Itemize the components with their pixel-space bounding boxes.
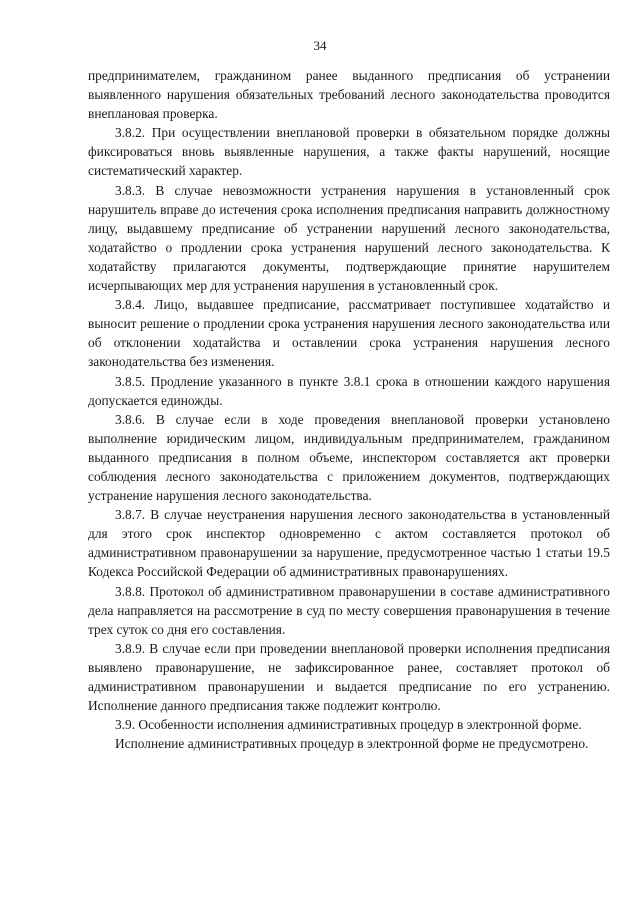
paragraph-3-8-4: 3.8.4. Лицо, выдавшее предписание, рассматривает поступившее ходатайство и выносит решение о продлении срока устранения нарушения лесного законодательства или об отклонении ходатайства и оставлении срока устранения нарушения лесного законодательства без изменения. (88, 297, 610, 370)
paragraph-3-9-heading: 3.9. Особенности исполнения административных процедур в электронной форме. (115, 717, 582, 733)
paragraph-3-8-8: 3.8.8. Протокол об административном правонарушении в составе административного дела направляется на рассмотрение в суд по месту совершения правонарушения в течение трех суток со дня его составления. (88, 583, 610, 637)
paragraph-3-8-5: 3.8.5. Продление указанного в пункте 3.8.1 срока в отношении каждого нарушения допускается единожды. (88, 373, 610, 408)
document-body (88, 66, 610, 753)
paragraph-3-8-2: 3.8.2. При осуществлении внеплановой проверки в обязательном порядке должны фиксироваться вновь выявленные нарушения, а также факты нарушений, носящие систематический характер. (88, 125, 610, 179)
page-number: 34 (313, 38, 327, 53)
paragraph-3-8-6: 3.8.6. В случае если в ходе проведения внеплановой проверки установлено выполнение юридическим лицом, индивидуальным предпринимателем, гражданином выданного предписания в полном объеме, инспектором составляется акт проверки соблюдения лесного законодательства с приложением документов, подтверждающих устранение нарушения лесного законодательства. (88, 411, 610, 504)
paragraph-3-8-7: 3.8.7. В случае неустранения нарушения лесного законодательства в установленный для этого срок инспектор одновременно с актом составляется протокол об административном правонарушении за нарушение, предусмотренное частью 1 статьи 19.5 Кодекса Российской Федерации об административных правонарушениях. (88, 507, 610, 580)
paragraph-3-8-3: 3.8.3. В случае невозможности устранения нарушения в установленный срок нарушитель вправе до истечения срока исполнения предписания направить должностному лицу, выдавшему предписание об устранении нарушений лесного законодательства, ходатайство о продлении срока устранения нарушений лесного законодательства. К ходатайству прилагаются документы, подтверждающие принятие нарушителем исчерпывающих мер для устранения нарушения в установленный срок. (88, 182, 610, 294)
paragraph-continuation: предпринимателем, гражданином ранее выданного предписания об устранении выявленного нарушения обязательных требований лесного законодательства проводится внеплановая проверка. (88, 68, 610, 122)
paragraph-3-9-text: Исполнение административных процедур в электронной форме не предусмотрено. (115, 736, 589, 752)
paragraph-3-8-9: 3.8.9. В случае если при проведении внеплановой проверки исполнения предписания выявлено правонарушение, не зафиксированное ранее, составляет протокол об административном правонарушении и выдается предписание по его устранению. Исполнение данного предписания также подлежит контролю. (88, 640, 610, 714)
